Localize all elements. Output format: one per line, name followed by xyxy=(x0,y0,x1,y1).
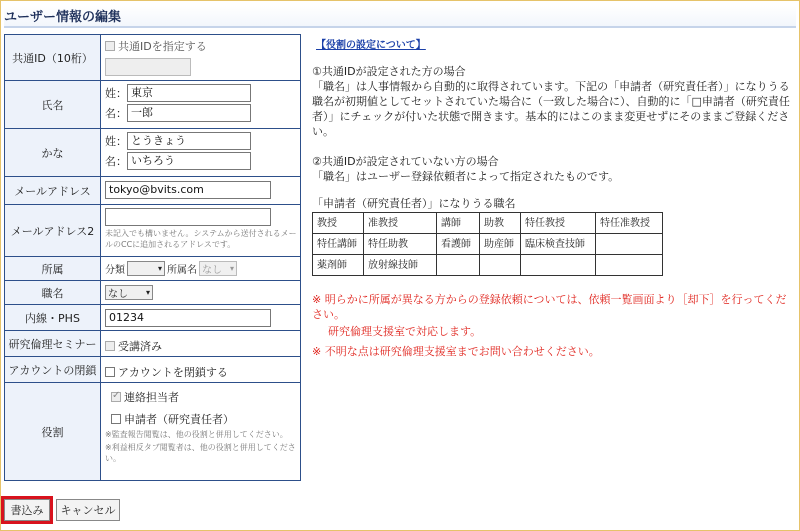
role-table xyxy=(312,212,663,276)
table-row xyxy=(313,213,663,234)
applicant-checkbox-label: 申請者（研究責任者） xyxy=(124,413,234,426)
role-cell: 助教 xyxy=(480,213,521,234)
role-label: 役割 xyxy=(5,383,101,481)
common-id-checkbox-label: 共通IDを指定する xyxy=(118,40,207,53)
email2-label: メールアドレス2 xyxy=(5,205,101,257)
role-cell: 助産師 xyxy=(480,234,521,255)
name-sei-label: 姓： xyxy=(105,87,127,100)
role-cell: 特任講師 xyxy=(313,234,364,255)
seminar-checkbox-label: 受講済み xyxy=(118,340,162,353)
case2-title: ②共通IDが設定されていない方の場合 xyxy=(312,155,499,168)
page-title: ユーザー情報の編集 xyxy=(4,6,796,28)
account-close-checkbox[interactable] xyxy=(105,367,115,377)
affiliation-name-select[interactable] xyxy=(199,261,237,276)
affiliation-category-label: 分類 xyxy=(105,265,125,276)
kana-mei-label: 名： xyxy=(105,155,127,168)
seminar-checkbox[interactable] xyxy=(105,341,115,351)
role-cell xyxy=(596,255,663,276)
role-cell xyxy=(596,234,663,255)
submit-highlight xyxy=(1,496,53,524)
email-label: メールアドレス xyxy=(5,177,101,205)
email2-note: 未記入でも構いません。システムから送付されるメールのCCに追加されるアドレスです。 xyxy=(105,229,297,249)
chevron-down-icon: ▾ xyxy=(145,288,150,297)
contact-checkbox-label: 連絡担当者 xyxy=(124,391,179,404)
email2-input[interactable] xyxy=(105,208,271,226)
kana-label: かな xyxy=(5,129,101,177)
role-cell: 講師 xyxy=(437,213,480,234)
role-cell: 准教授 xyxy=(364,213,437,234)
common-id-label: 共通ID（10桁） xyxy=(5,35,101,81)
case1-body: 「職名」は人事情報から自動的に取得されています。下記の「申請者（研究責任者）」になりうる職名が初期値としてセットされていた場合に（一致した場合に）、自動的に「□申請者（研究責任者）」にチェックが付いた状態で開きます。基本的にはこのまま変更せずにそのままご登録ください。 xyxy=(312,80,790,138)
role-cell: 放射線技師 xyxy=(364,255,437,276)
affiliation-label: 所属 xyxy=(5,257,101,281)
role-cell: 特任教授 xyxy=(521,213,596,234)
role-note-coi: ※利益相反タブ閲覧者は、他の役割と併用してください。 xyxy=(105,443,296,463)
role-settings-link[interactable]: 【役割の設定について】 xyxy=(316,40,426,51)
role-cell xyxy=(521,255,596,276)
affiliation-name-label: 所属名 xyxy=(167,265,197,276)
position-value: なし xyxy=(108,289,128,300)
check-icon: ✓ xyxy=(112,390,121,401)
cancel-button[interactable]: キャンセル xyxy=(56,499,120,521)
affiliation-name-value: なし xyxy=(202,265,222,276)
chevron-down-icon: ▾ xyxy=(229,264,234,273)
role-cell xyxy=(480,255,521,276)
role-cell xyxy=(437,255,480,276)
phone-input[interactable]: 01234 xyxy=(105,309,271,327)
name-sei-input[interactable]: 東京 xyxy=(127,84,251,102)
position-label: 職名 xyxy=(5,281,101,305)
role-cell: 特任准教授 xyxy=(596,213,663,234)
account-close-label: アカウントの閉鎖 xyxy=(5,357,101,383)
case2-body: 「職名」はユーザー登録依頼者によって指定されたものです。 xyxy=(312,170,620,183)
email-input[interactable]: tokyo@bvits.com xyxy=(105,181,271,199)
warning-mismatch: ※ 明らかに所属が異なる方からの登録依頼については、依頼一覧画面より［却下］を行ってください。 xyxy=(312,293,787,321)
name-mei-input[interactable]: 一郎 xyxy=(127,104,251,122)
chevron-down-icon: ▾ xyxy=(157,264,162,273)
common-id-checkbox[interactable] xyxy=(105,41,115,51)
phone-label: 内線・PHS xyxy=(5,305,101,331)
warning-contact: ※ 不明な点は研究倫理支援室までお問い合わせください。 xyxy=(312,345,600,358)
kana-sei-label: 姓： xyxy=(105,135,127,148)
role-cell: 看護師 xyxy=(437,234,480,255)
table-row xyxy=(313,234,663,255)
kana-mei-input[interactable]: いちろう xyxy=(127,152,251,170)
role-note-audit: ※監査報告閲覧は、他の役割と併用してください。 xyxy=(105,430,288,439)
submit-button[interactable]: 書込み xyxy=(4,499,50,521)
role-cell: 教授 xyxy=(313,213,364,234)
name-mei-label: 名： xyxy=(105,107,127,120)
table-row xyxy=(313,255,663,276)
kana-sei-input[interactable]: とうきょう xyxy=(127,132,251,150)
contact-checkbox[interactable] xyxy=(111,392,121,402)
seminar-label: 研究倫理セミナー xyxy=(5,331,101,357)
affiliation-category-select[interactable] xyxy=(127,261,165,276)
common-id-input[interactable] xyxy=(105,58,191,76)
case1-title: ①共通IDが設定された方の場合 xyxy=(312,65,466,78)
position-select[interactable] xyxy=(105,285,153,300)
role-cell: 臨床検査技師 xyxy=(521,234,596,255)
edit-form xyxy=(4,34,301,481)
role-cell: 薬剤師 xyxy=(313,255,364,276)
role-cell: 特任助教 xyxy=(364,234,437,255)
warning-mismatch-followup: 研究倫理支援室で対応します。 xyxy=(328,325,482,338)
applicant-checkbox[interactable] xyxy=(111,414,121,424)
role-table-title: 「申請者（研究責任者）」になりうる職名 xyxy=(312,197,516,210)
account-close-checkbox-label: アカウントを閉鎖する xyxy=(118,366,228,379)
name-label: 氏名 xyxy=(5,81,101,129)
